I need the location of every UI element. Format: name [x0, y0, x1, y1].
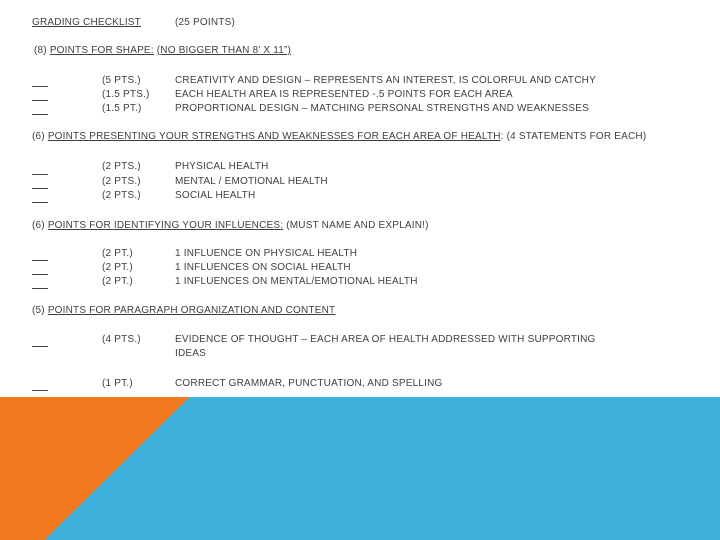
blank-line — [32, 202, 48, 203]
item-description: EACH HEALTH AREA IS REPRESENTED -.5 POINTS FOR EACH AREA — [175, 89, 513, 100]
blank-line — [32, 188, 49, 202]
section-4-heading — [32, 304, 335, 318]
section-3-label: POINTS FOR IDENTIFYING YOUR INFLUENCES: — [47, 220, 284, 231]
section-3-heading — [32, 219, 429, 233]
item-description: EVIDENCE OF THOUGHT – EACH AREA OF HEALTH ADDRESSED WITH SUPPORTING — [175, 334, 596, 345]
checklist-title: GRADING CHECKLIST — [32, 17, 141, 28]
blank-line — [32, 274, 49, 288]
blank-line — [32, 160, 49, 174]
item-description: 1 INFLUENCE ON PHYSICAL HEALTH — [175, 248, 358, 259]
blank-line — [32, 332, 49, 346]
item-points: (2 PTS.) — [102, 176, 141, 187]
section-1-note: (NO BIGGER THAN 8’ X 11”) — [156, 45, 292, 56]
blank-line — [32, 72, 49, 86]
item-points: (2 PT.) — [102, 276, 133, 287]
item-points: (4 PTS.) — [102, 334, 141, 345]
section-2-label: POINTS PRESENTING YOUR STRENGTHS AND WEAKNESSES FOR EACH AREA OF HEALTH — [47, 131, 501, 142]
item-description: 1 INFLUENCES ON MENTAL/EMOTIONAL HEALTH — [175, 276, 418, 287]
blank-line — [32, 86, 49, 100]
item-points: (1 PT.) — [102, 378, 133, 389]
item-points: (2 PT.) — [102, 248, 133, 259]
item-points: (5 PTS.) — [102, 75, 141, 86]
section-3-note: (MUST NAME AND EXPLAIN!) — [286, 220, 429, 231]
item-points: (2 PTS.) — [102, 190, 141, 201]
item-description: PHYSICAL HEALTH — [175, 161, 269, 172]
blank-line — [32, 100, 49, 114]
section-1-label: POINTS FOR SHAPE: — [49, 45, 154, 56]
section-1-points: (8) — [34, 45, 47, 56]
item-description: MENTAL / EMOTIONAL HEALTH — [175, 176, 328, 187]
blank-line — [32, 246, 49, 260]
blank-line — [32, 174, 49, 188]
blank-line — [32, 260, 49, 274]
item-description-continued: IDEAS — [175, 348, 207, 359]
item-description: SOCIAL HEALTH — [175, 190, 256, 201]
blank-line — [32, 114, 48, 115]
item-description: 1 INFLUENCES ON SOCIAL HEALTH — [175, 262, 351, 273]
item-description: CORRECT GRAMMAR, PUNCTUATION, AND SPELLING — [175, 378, 443, 389]
total-points: (25 POINTS) — [175, 17, 235, 28]
section-2-note: : (4 STATEMENTS FOR EACH) — [500, 131, 647, 142]
blank-line — [32, 346, 48, 347]
section-2-points: (6) — [32, 131, 45, 142]
item-points: (2 PTS.) — [102, 161, 141, 172]
item-description: PROPORTIONAL DESIGN – MATCHING PERSONAL STRENGTHS AND WEAKNESSES — [175, 103, 589, 114]
item-points: (1.5 PTS.) — [102, 89, 150, 100]
item-points: (1.5 PT.) — [102, 103, 142, 114]
section-2-heading — [32, 130, 646, 144]
footer-orange-accent — [0, 397, 190, 540]
section-1-heading — [34, 44, 291, 58]
item-description: CREATIVITY AND DESIGN – REPRESENTS AN INTEREST, IS COLORFUL AND CATCHY — [175, 75, 596, 86]
section-4-label: POINTS FOR PARAGRAPH ORGANIZATION AND CONTENT — [47, 305, 336, 316]
blank-line — [32, 288, 48, 289]
blank-line — [32, 390, 48, 391]
blank-line — [32, 376, 49, 390]
section-4-points: (5) — [32, 305, 45, 316]
section-3-points: (6) — [32, 220, 45, 231]
item-points: (2 PT.) — [102, 262, 133, 273]
